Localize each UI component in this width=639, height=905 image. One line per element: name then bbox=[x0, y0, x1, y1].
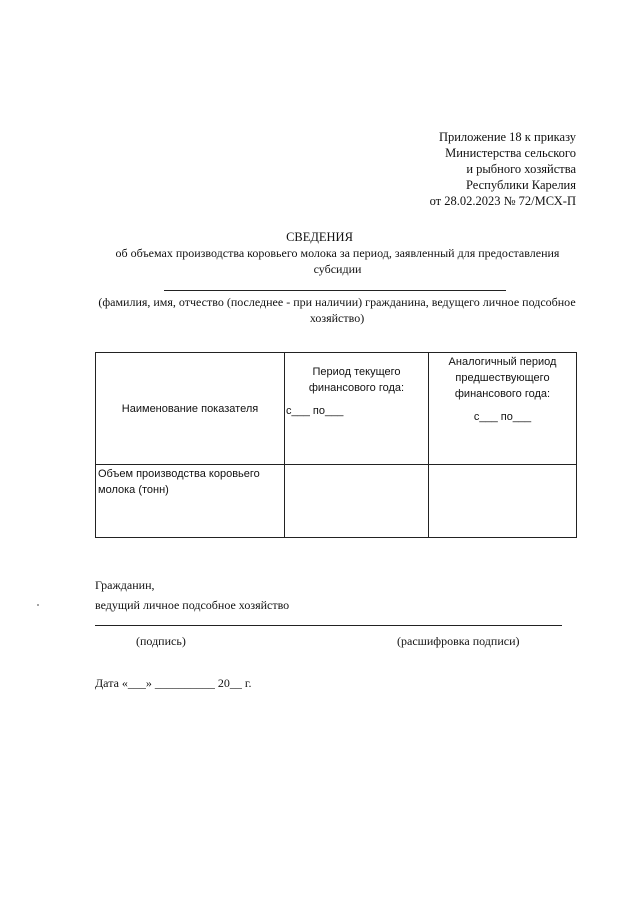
header-text: предшествующего bbox=[455, 372, 550, 384]
signature-decode-caption: (расшифровка подписи) bbox=[397, 634, 520, 648]
subtitle-line: об объемах производства коровьего молока за период, заявленный для предоставления bbox=[115, 246, 560, 260]
scan-mark bbox=[37, 604, 39, 606]
row-indicator-label bbox=[96, 465, 285, 538]
appendix-line: и рыбного хозяйства bbox=[466, 162, 576, 176]
header-text: финансового года: bbox=[308, 382, 405, 394]
appendix-line: Приложение 18 к приказу bbox=[438, 130, 576, 144]
current-period-range[interactable]: с___ по___ bbox=[286, 405, 344, 417]
appendix-line: Министерства сельского bbox=[445, 146, 576, 160]
current-period-value-cell[interactable] bbox=[285, 465, 429, 538]
date-field[interactable]: Дата «___» __________ 20__ г. bbox=[95, 676, 252, 690]
table-row bbox=[96, 465, 577, 538]
header-indicator-name: Наименование показателя bbox=[96, 353, 285, 465]
appendix-reference bbox=[430, 129, 576, 209]
appendix-line: Республики Карелия bbox=[465, 178, 576, 192]
signer-title: Гражданин, bbox=[95, 578, 155, 592]
header-current-period bbox=[285, 353, 429, 465]
name-field-caption bbox=[92, 294, 582, 326]
header-text: Аналогичный период bbox=[448, 356, 557, 368]
signature-line[interactable] bbox=[95, 625, 562, 626]
signer-subtitle: ведущий личное подсобное хозяйство bbox=[95, 598, 290, 612]
name-caption-line: (фамилия, имя, отчество (последнее - при наличии) гражданина, ведущего личное подсобное bbox=[98, 295, 576, 309]
previous-period-value-cell[interactable] bbox=[429, 465, 577, 538]
appendix-line: от 28.02.2023 № 72/МСХ-П bbox=[429, 194, 576, 208]
document-subtitle bbox=[95, 245, 580, 277]
row-label-text: Объем производства коровьего bbox=[98, 468, 260, 480]
signature-caption: (подпись) bbox=[136, 634, 186, 648]
header-previous-period bbox=[429, 353, 577, 465]
production-table bbox=[95, 352, 577, 538]
name-fill-line[interactable] bbox=[164, 290, 506, 291]
row-label-text: молока (тонн) bbox=[98, 484, 169, 496]
document-title: СВЕДЕНИЯ bbox=[286, 230, 353, 244]
table-header-row bbox=[96, 353, 577, 465]
previous-period-range[interactable]: с___ по___ bbox=[473, 411, 532, 423]
header-text: Период текущего bbox=[312, 366, 401, 378]
subtitle-line: субсидии bbox=[313, 262, 362, 276]
name-caption-line: хозяйство) bbox=[309, 311, 365, 325]
header-text: финансового года: bbox=[454, 388, 551, 400]
